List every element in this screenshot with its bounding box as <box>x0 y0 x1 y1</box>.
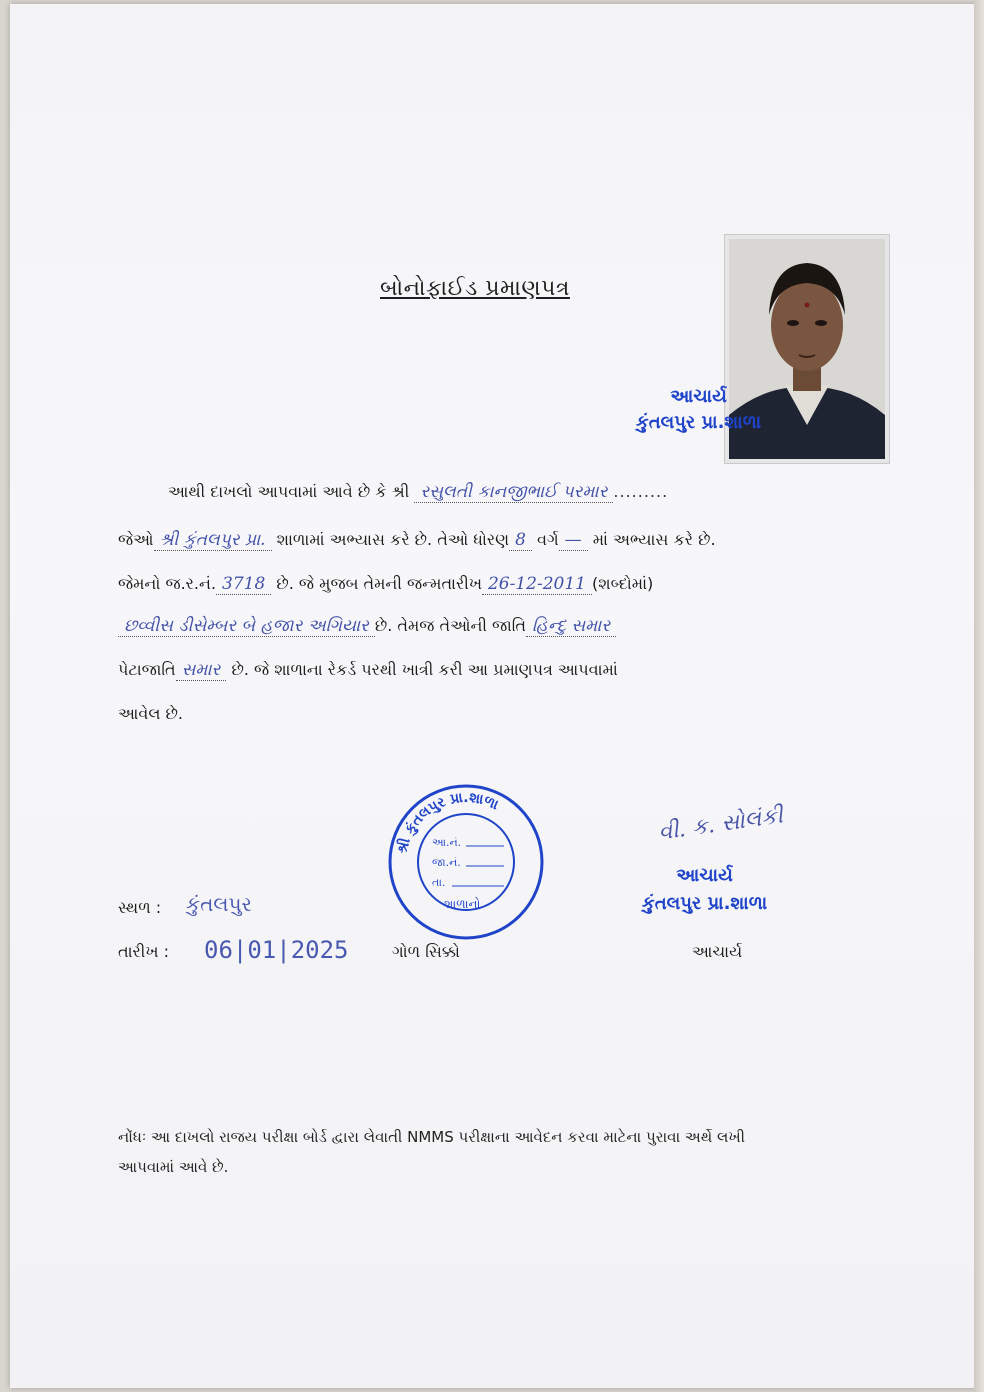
body-line-5 <box>118 660 894 680</box>
standard-value: 8 <box>509 530 532 551</box>
class-value: — <box>559 530 588 551</box>
line4-text: છે. તેમજ તેઓની જાતિ <box>374 616 527 635</box>
date-label: તારીખ : <box>118 942 170 961</box>
line2-text: શાળામાં અભ્યાસ કરે છે. તેઓ ધોરણ <box>276 530 510 549</box>
line2-suffix: માં અભ્યાસ કરે છે. <box>592 530 716 549</box>
body-line-3 <box>118 574 894 594</box>
line1-text: આથી દાખલો આપવામાં આવે છે કે શ્રી <box>168 482 410 501</box>
date-value: 06|01|2025 <box>204 936 349 964</box>
background-edge <box>974 0 984 1392</box>
photo-stamp-role: આચાર્ય <box>670 386 727 407</box>
caste-value: હિન્દુ સમાર <box>526 616 616 637</box>
line3-text: છે. જે મુજબ તેમની જન્મતારીખ <box>276 574 482 593</box>
seal-ring-text: શ્રી કુંતલપુર પ્રા.શાળા <box>394 789 501 856</box>
place-value: કુંતલપુર <box>186 892 252 916</box>
principal-stamp-role: આચાર્ય <box>676 865 733 886</box>
subcaste-value: સમાર <box>176 660 227 681</box>
line5-text: છે. જે શાળાના રેકર્ડ પરથી ખાત્રી કરી આ પ્રમાણપત્ર આપવામાં <box>231 660 618 679</box>
line1-dots: ......... <box>613 482 669 501</box>
seal-row-3: તા. <box>432 876 446 889</box>
register-number: 3718 <box>216 574 271 595</box>
school-seal <box>386 782 546 946</box>
certificate-title: બોનોફાઈડ પ્રમાણપત્ર <box>380 276 570 301</box>
line3-suffix: (શબ્દોમાં) <box>592 574 654 593</box>
seal-row-1: આ.નં. <box>432 836 462 849</box>
photo-stamp <box>636 384 761 436</box>
principal-label: આચાર્ય <box>692 942 743 961</box>
body-line-6 <box>118 704 894 724</box>
seal-label: ગોળ સિક્કો <box>392 942 460 961</box>
place-label: સ્થળ : <box>118 898 162 917</box>
principal-signature: વી. ક. સોલંકી <box>656 803 785 846</box>
school-name: શ્રી કુંતલપુર પ્રા. <box>154 530 272 551</box>
note-line-2: આપવામાં આવે છે. <box>118 1158 229 1176</box>
line6-text: આવેલ છે. <box>118 704 183 723</box>
seal-bottom-text: શાળાનો <box>444 897 481 911</box>
student-name: રસુલતી કાનજીભાઈ પરમાર <box>414 482 613 503</box>
principal-stamp-school: કુંતલપુર પ્રા.શાળા <box>642 893 768 914</box>
body-line-4 <box>118 616 894 636</box>
birth-date: 26-12-2011 <box>482 574 592 595</box>
line2-prefix: જેઓ <box>118 530 154 549</box>
line5-prefix: પેટાજાતિ <box>118 660 176 679</box>
note-line-1: નોંધઃ આ દાખલો રાજય પરીક્ષા બોર્ડ દ્વારા લેવાતી NMMS પરીક્ષાના આવેદન કરવા માટેના પુરાવા અર્થે લખી <box>118 1128 745 1146</box>
seal-row-2: જા.નં. <box>432 856 461 869</box>
principal-stamp <box>642 862 767 918</box>
body-line-2 <box>118 530 894 550</box>
body-line-1 <box>118 482 944 502</box>
seal-stamp-icon <box>386 782 546 942</box>
footer-note <box>118 1122 858 1182</box>
line3-prefix: જેમનો જ.ર.નં. <box>118 574 217 593</box>
photo-stamp-school: કુંતલપુર પ્રા.શાળા <box>636 412 762 433</box>
line2-class-label: વર્ગ <box>537 530 559 549</box>
birth-date-words: છવ્વીસ ડીસેમ્બર બે હજાર અગિયાર <box>118 616 375 637</box>
